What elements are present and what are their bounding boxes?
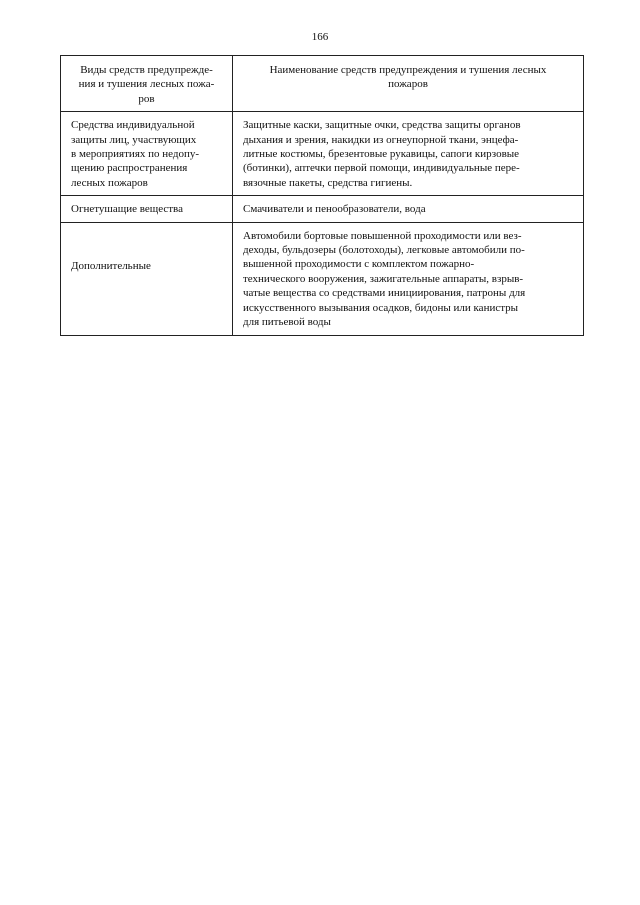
table-header-row (61, 56, 584, 112)
row-items-cell (233, 112, 584, 196)
row-items-line: чатые вещества со средствами инициирования, патроны для (243, 287, 526, 300)
row-items-line: технического вооружения, зажигательные аппараты, взрыв- (243, 272, 524, 285)
header-types-line: ния и тушения лесных пожа- (78, 78, 215, 91)
header-cell-names (233, 56, 584, 112)
row-items-line: Защитные каски, защитные очки, средства защиты органов (243, 119, 521, 132)
row-items-line: Автомобили бортовые повышенной проходимости или вез- (243, 229, 522, 242)
row-items-cell (233, 222, 584, 335)
row-type-line: Дополнительные (71, 259, 151, 272)
header-types-line: ров (138, 92, 155, 105)
row-type-line: Средства индивидуальной (71, 119, 195, 132)
row-type-cell (61, 112, 233, 196)
header-cell-types (61, 56, 233, 112)
row-items-line: вязочные пакеты, средства гигиены. (243, 176, 413, 189)
row-items-line: вышенной проходимости с комплектом пожарно- (243, 258, 475, 271)
row-items-line: деходы, бульдозеры (болотоходы), легковые автомобили по- (243, 244, 525, 257)
header-names-line: пожаров (388, 78, 428, 91)
row-type-line: щению распространения (71, 162, 188, 175)
row-type-line: лесных пожаров (71, 176, 148, 189)
row-type-cell (61, 196, 233, 222)
forest-fire-means-table (60, 55, 584, 336)
page-number: 166 (311, 31, 329, 43)
table-row (61, 222, 584, 335)
row-type-line: защиты лиц, участвующих (71, 133, 197, 146)
table-row (61, 112, 584, 196)
row-items-line: для питьевой воды (243, 316, 331, 329)
header-names-line: Наименование средств предупреждения и тушения лесных (269, 64, 547, 76)
row-items-line: искусственного вызывания осадков, бидоны или канистры (243, 301, 519, 314)
row-items-line: (ботинки), аптечки первой помощи, индивидуальные пере- (243, 162, 520, 175)
row-type-cell (61, 222, 233, 335)
row-items-line: Смачиватели и пенообразователи, вода (243, 203, 426, 216)
row-items-line: литные костюмы, брезентовые рукавицы, сапоги кирзовые (243, 148, 520, 161)
row-items-line: дыхания и зрения, накидки из огнеупорной ткани, энцефа- (243, 133, 519, 146)
row-type-line: Огнетушащие вещества (71, 203, 183, 216)
row-type-line: в мероприятиях по недопу- (71, 148, 200, 161)
table-row (61, 196, 584, 222)
row-items-cell (233, 196, 584, 222)
header-types-line: Виды средств предупрежде- (80, 64, 213, 76)
